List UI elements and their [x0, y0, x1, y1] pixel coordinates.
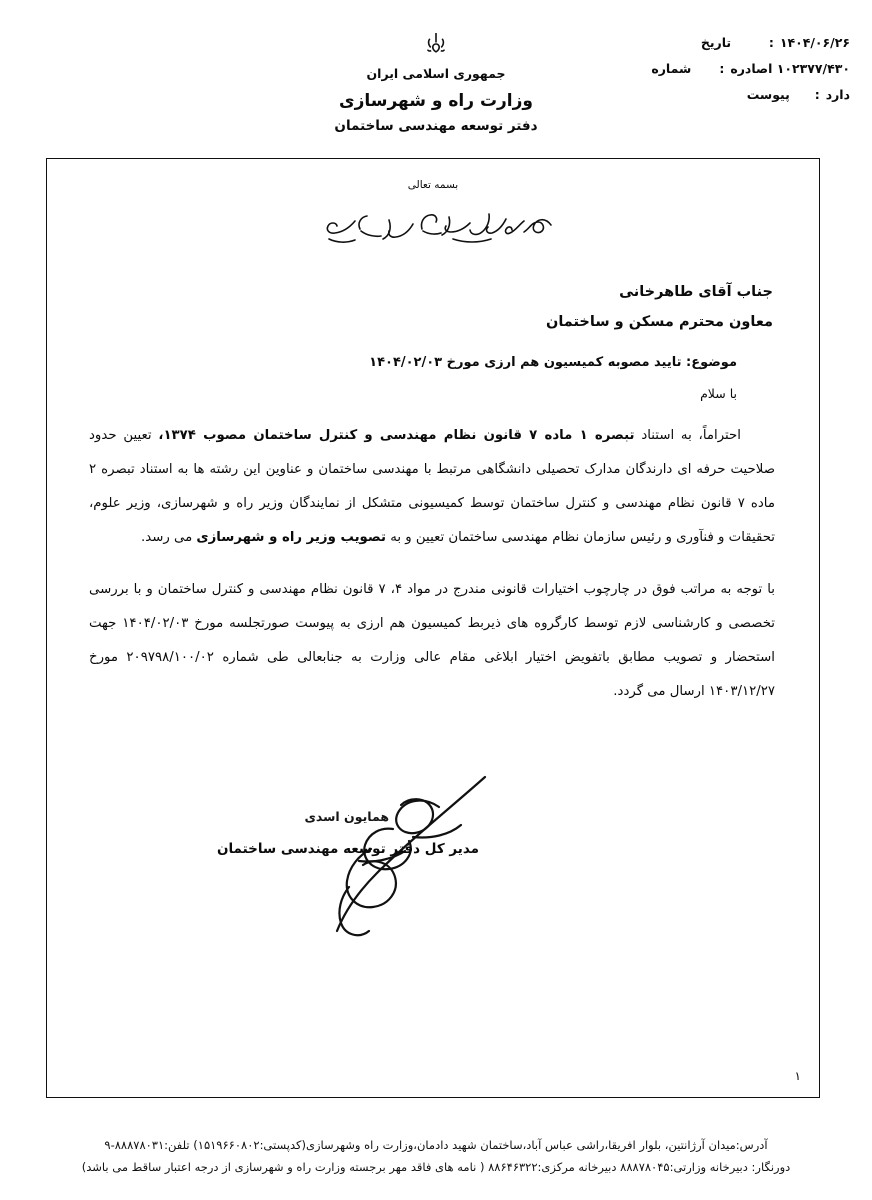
ministry-name: وزارت راه و شهرسازی	[338, 91, 533, 111]
handwritten-signature-icon	[289, 769, 519, 959]
document-footer	[0, 1134, 872, 1178]
meta-row-number	[580, 56, 850, 82]
paragraph-two: با توجه به مراتب فوق در چارچوب اختیارات قانونی مندرج در مواد ۴، ۷ قانون نظام مهندسی و کنترل ساختمان و با بررسی تخصصی و کارشناسی لازم توسط کارگروه های ذیربط کمیسیون هم ارزی به پیوست صورتجلسه مورخ ۱۴۰۴/۰۲/۰۳ جهت استحضار و تصویب مطابق باتفویض اختیار ابلاغی مقام عالی وزارت به جنابعالی طی شماره ۲۰۹۷۹۸/۱۰۰/۰۲ مورخ ۱۴۰۳/۱۲/۲۷ ارسال می گردد.	[89, 582, 775, 699]
meta-colon-date: :	[768, 35, 774, 50]
signature-title: مدیر کل دفتر توسعه مهندسی ساختمان	[216, 841, 479, 857]
besmeh-taali: بسمه تعالی	[407, 179, 459, 191]
meta-row-attachment	[580, 82, 850, 108]
document-header	[0, 18, 872, 128]
document-subject: موضوع: تایید مصوبه کمیسیون هم ارزی مورخ ۱۴۰۴/۰۲/۰۳	[369, 355, 737, 370]
meta-label-date: تاریخ	[700, 35, 732, 50]
addressee-position: معاون محترم مسکن و ساختمان	[545, 314, 773, 330]
organization-name: جمهوری اسلامی ایران	[366, 66, 506, 81]
paragraph-one-part-1: احتراماً، به استناد	[634, 428, 741, 443]
year-slogan	[77, 199, 789, 253]
paragraph-one-part-4: تصویب وزیر راه و شهرسازی	[196, 530, 386, 545]
document-body-box	[46, 158, 820, 1098]
meta-colon-attachment: :	[814, 87, 820, 102]
paragraph-one-part-5: می رسد.	[140, 530, 197, 545]
signature-name: همایون اسدی	[304, 809, 389, 824]
footer-fax-line: دورنگار: دبیرخانه وزارتی:۸۸۸۷۸۰۴۵ دبیرخانه مرکزی:۸۸۶۴۶۳۲۲ ( نامه های فاقد مهر برجسته وزارت راه و شهرسازی از درجه اعتبار ساقط می باشد)	[81, 1160, 791, 1174]
greeting-text: با سلام	[700, 386, 737, 401]
meta-value-date: ۱۴۰۴/۰۶/۲۶	[779, 35, 850, 50]
meta-colon-number: :	[719, 61, 725, 76]
meta-label-attachment: پیوست	[746, 87, 790, 102]
paragraph-one-part-3: تعیین حدود صلاحیت حرفه ای دارندگان مدارک تحصیلی دانشگاهی مرتبط با مهندسی ساختمان و عناوین این رشته ها به استناد تبصره ۲ ماده ۷ قانون نظام مهندسی و کنترل ساختمان توسط کمیسیونی متشکل از نمایندگان وزیر راه و شهرسازی، وزیر علوم، تحقیقات و فنآوری و رئیس سازمان نظام مهندسی ساختمان تعیین و به	[89, 428, 775, 545]
document-meta	[580, 30, 850, 108]
footer-address-line: آدرس:میدان آرژانتین، بلوار افریقا،راشی عباس آباد،ساختمان شهید دادمان،وزارت راه وشهرسازی(کدپستی:۱۵۱۹۶۶۰۸۰۲) تلفن:۸۸۸۷۸۰۳۱-۹	[104, 1138, 768, 1152]
signature-area	[47, 759, 819, 979]
meta-label-number: شماره	[651, 61, 692, 76]
meta-value-number: ۱۰۲۳۷۷/۴۳۰ اصادره	[730, 61, 850, 76]
page-number: ۱	[794, 1069, 801, 1083]
paragraph-one-part-2: تبصره ۱ ماده ۷ قانون نظام مهندسی و کنترل ساختمان مصوب ۱۳۷۴،	[158, 428, 635, 443]
meta-row-date	[580, 30, 850, 56]
addressee-name: جناب آقای طاهرخانی	[619, 284, 773, 300]
department-title: دفتر توسعه مهندسی ساختمان	[334, 118, 538, 134]
addressee-block	[77, 277, 773, 337]
paragraph-one	[77, 419, 789, 555]
meta-value-attachment: دارد	[825, 87, 850, 102]
